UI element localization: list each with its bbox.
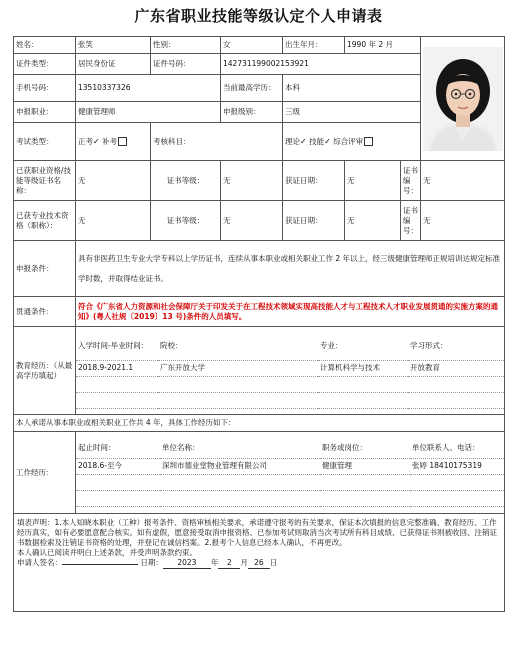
cert-no-label: 证书编号：	[401, 161, 421, 201]
pro-tech-label: 已获专业技术资格（职称）：	[14, 201, 76, 241]
birth-value[interactable]: 1990 年 2 月	[345, 37, 421, 54]
through-conditions-label: 贯通条件：	[14, 297, 76, 327]
work-header-position: 职务或岗位：	[320, 438, 410, 458]
education-table-cell	[76, 327, 505, 415]
apply-job-value[interactable]: 健康管理师	[76, 102, 221, 123]
id-type-label: 证件类型：	[14, 54, 76, 75]
edu-period[interactable]	[76, 392, 158, 408]
work-table-cell	[76, 432, 505, 514]
exam-type-options	[76, 123, 151, 161]
id-no-label: 证件号码：	[151, 54, 221, 75]
day-unit: 日	[269, 558, 278, 567]
edu-header-period: 入学时间-毕业时间：	[76, 332, 158, 360]
signature-line	[17, 558, 501, 569]
work-contact[interactable]	[410, 474, 504, 490]
exam-subject-options	[283, 123, 421, 161]
pro-cert-no-value[interactable]: 无	[421, 201, 505, 241]
phone-value[interactable]: 13510337326	[76, 75, 221, 102]
work-years-statement: 本人承诺从事本职业或相关职业工作共 4 年，具体工作经历如下：	[14, 415, 505, 432]
edu-header-school: 院校：	[158, 332, 318, 360]
cert-no-value[interactable]: 无	[421, 161, 505, 201]
comprehensive-checkbox[interactable]	[364, 137, 373, 146]
exam-makeup-checkbox[interactable]	[118, 137, 127, 146]
declaration-text: 填表声明：1.本人知晓本职业（工种）报考条件、资格审核相关要求，承诺遵守报考的有关要求，保证本次填报的信息完整准确、教育经历、工作经历真实，如有必要愿意配合核实。如有虚假，愿意接受取消申报资格、已参加考试则取消当次考试所有科目成绩、已获得证书则被收回、注销证书数据检索及注销证书资格的处理，并登记在诚信档案。2.报考个人信息已经本人确认，不再更改。	[17, 518, 497, 547]
through-conditions-value: 符合《广东省人力资源和社会保障厅关于印发关于在工程技术领域实现高技能人才与工程技术人才职业发展贯通的实施方案的通知》(粤人社规〔2019〕13 号)条件的人员填写。	[76, 297, 505, 327]
edu-period[interactable]: 2018.9-2021.1	[76, 360, 158, 376]
held-cert-value[interactable]: 无	[76, 161, 151, 201]
page-title: 广东省职业技能等级认定个人申请表	[134, 7, 383, 25]
gender-label: 性别：	[151, 37, 221, 54]
edu-school[interactable]	[158, 392, 318, 408]
application-form	[13, 36, 505, 612]
phone-label: 手机号码：	[14, 75, 76, 102]
work-table	[76, 438, 504, 507]
pro-obtain-date-label: 获证日期：	[283, 201, 345, 241]
work-header-period: 起止时间：	[76, 438, 160, 458]
pro-tech-value[interactable]: 无	[76, 201, 151, 241]
date-month[interactable]: 2	[218, 558, 240, 569]
comprehensive-label: 综合评审	[333, 136, 364, 146]
education-table	[76, 332, 504, 409]
month-unit: 月	[240, 558, 248, 567]
portrait-image	[423, 47, 503, 151]
signature-field[interactable]	[62, 564, 138, 565]
work-label: 工作经历：	[14, 432, 76, 514]
edu-form[interactable]	[408, 392, 504, 408]
declaration-block	[14, 514, 505, 612]
date-day[interactable]: 26	[248, 558, 270, 569]
work-header-company: 单位名称：	[160, 438, 320, 458]
work-header-contact: 单位联系人、电话：	[410, 438, 504, 458]
work-contact[interactable]: 张婷 18410175319	[410, 458, 504, 474]
table-row	[76, 376, 504, 392]
edu-school[interactable]	[158, 376, 318, 392]
year-unit: 年	[210, 558, 219, 567]
apply-job-label: 申报职业：	[14, 102, 76, 123]
edu-form[interactable]: 开放教育	[408, 360, 504, 376]
name-label: 姓名：	[14, 37, 76, 54]
work-position[interactable]: 健康管理	[320, 458, 410, 474]
work-position[interactable]	[320, 490, 410, 506]
id-no-value[interactable]: 142731199002153921	[221, 54, 421, 75]
exam-subject-label: 考核科目：	[151, 123, 283, 161]
table-row	[76, 490, 504, 506]
date-year[interactable]: 2023	[163, 558, 211, 569]
work-contact[interactable]	[410, 490, 504, 506]
apply-level-value[interactable]: 三级	[283, 102, 421, 123]
apply-conditions-value: 具有非医药卫生专业大学专科以上学历证书，连续从事本职业或相关职业工作 2 年以上，经三级健康管理师正规培训达规定标准学时数，并取得结业证书。	[76, 241, 505, 297]
applicant-photo	[423, 47, 503, 151]
current-edu-value[interactable]: 本科	[283, 75, 421, 102]
edu-major[interactable]	[318, 392, 408, 408]
theory-label: 理论	[285, 136, 300, 146]
work-company[interactable]	[160, 474, 320, 490]
checkmark-icon[interactable]: ✓	[93, 136, 100, 146]
name-value[interactable]: 张笑	[76, 37, 151, 54]
pro-cert-no-label: 证书编号：	[401, 201, 421, 241]
work-period[interactable]	[76, 474, 160, 490]
work-position[interactable]	[320, 474, 410, 490]
edu-form[interactable]	[408, 376, 504, 392]
id-type-value[interactable]: 居民身份证	[76, 54, 151, 75]
pro-cert-level-value[interactable]: 无	[221, 201, 283, 241]
held-cert-label: 已获职业资格/技能等级证书名称：	[14, 161, 76, 201]
birth-label: 出生年月：	[283, 37, 345, 54]
apply-conditions-label: 申报条件：	[14, 241, 76, 297]
edu-major[interactable]	[318, 376, 408, 392]
edu-header-major: 专业：	[318, 332, 408, 360]
pro-obtain-date-value[interactable]: 无	[345, 201, 401, 241]
skill-label: 技能	[309, 136, 325, 146]
edu-major[interactable]: 计算机科学与技术	[318, 360, 408, 376]
obtain-date-value[interactable]: 无	[345, 161, 401, 201]
edu-period[interactable]	[76, 376, 158, 392]
photo-cell	[421, 37, 505, 161]
date-label: 日期：	[140, 558, 163, 567]
gender-value[interactable]: 女	[221, 37, 283, 54]
table-row	[76, 392, 504, 408]
edu-school[interactable]: 广东开放大学	[158, 360, 318, 376]
exam-normal-label: 正考	[78, 136, 93, 146]
checkmark-icon[interactable]: ✓	[324, 136, 331, 146]
work-period[interactable]	[76, 490, 160, 506]
sign-label: 申请人签名：	[17, 558, 62, 567]
exam-type-label: 考试类型：	[14, 123, 76, 161]
exam-makeup-label: 补考	[102, 136, 118, 146]
pro-cert-level-label: 证书等级：	[151, 201, 221, 241]
current-edu-label: 当前最高学历：	[221, 75, 283, 102]
table-row	[76, 360, 504, 376]
work-period[interactable]: 2018.6-至今	[76, 458, 160, 474]
cert-level-value[interactable]: 无	[221, 161, 283, 201]
cert-level-label: 证书等级：	[151, 161, 221, 201]
apply-level-label: 申报级别：	[221, 102, 283, 123]
work-company[interactable]	[160, 490, 320, 506]
edu-header-form: 学习形式：	[408, 332, 504, 360]
table-row	[76, 458, 504, 474]
education-label: 教育经历：（从最高学历填起）	[14, 327, 76, 415]
checkmark-icon[interactable]: ✓	[300, 136, 307, 146]
declaration-confirm: 本人确认已阅读并明白上述条款，并受声明条款约束。	[17, 548, 197, 557]
table-row	[76, 474, 504, 490]
work-company[interactable]: 深圳市德业堂物业管理有限公司	[160, 458, 320, 474]
obtain-date-label: 获证日期：	[283, 161, 345, 201]
